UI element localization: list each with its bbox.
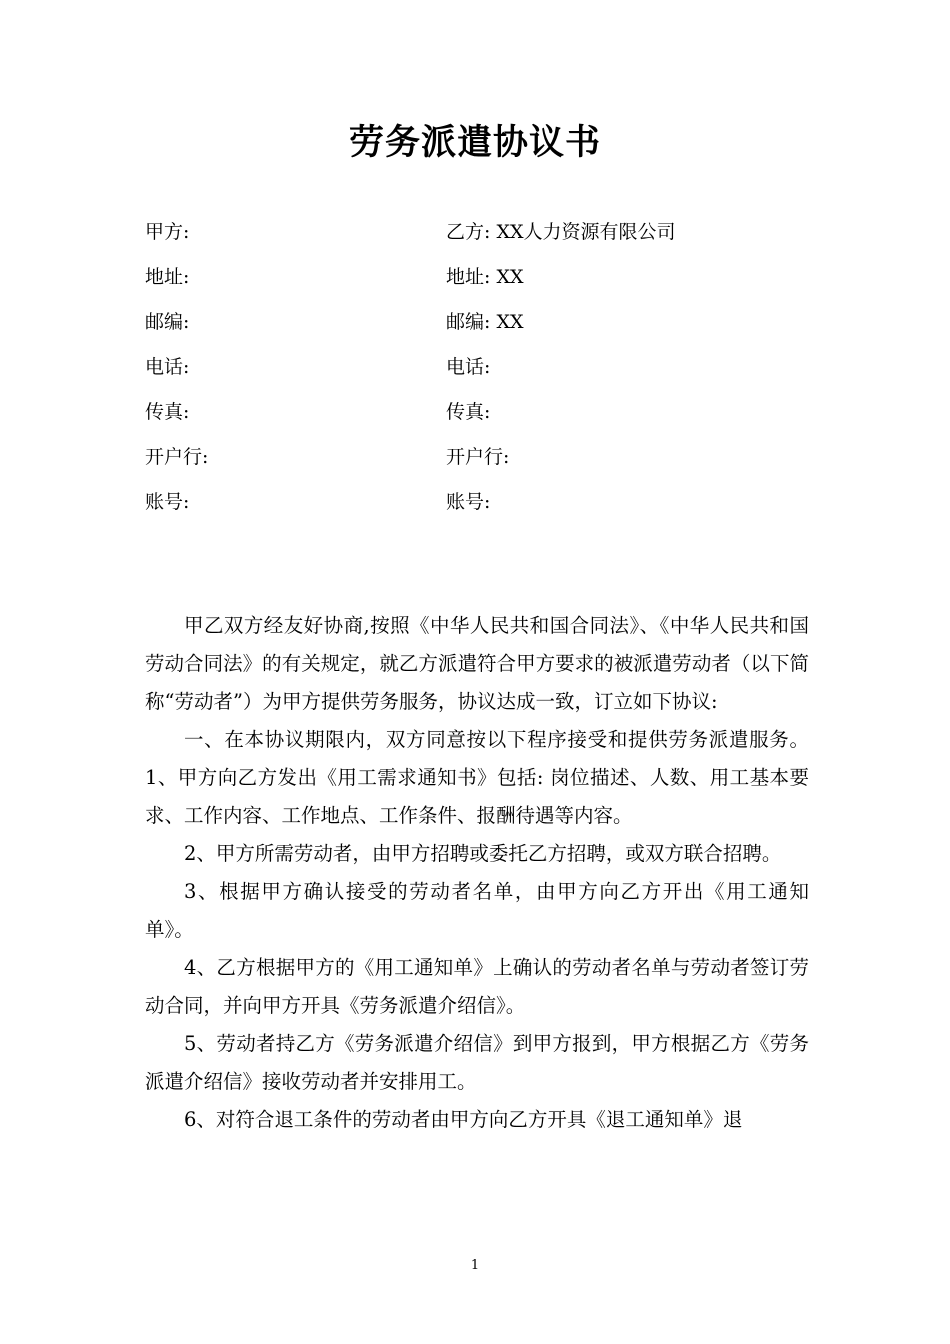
party-a-bank-label: 开户行: — [145, 446, 209, 468]
paragraph-clause-4: 4、乙方根据甲方的《用工通知单》上确认的劳动者名单与劳动者签订劳动合同，并向甲方开具《劳务派遣介绍信》。 — [145, 956, 809, 1017]
party-info-table — [145, 210, 825, 525]
party-row — [145, 390, 825, 435]
party-a-name-label: 甲方: — [145, 221, 190, 243]
party-row — [145, 255, 825, 300]
party-b-postcode-label: 邮编: XX — [446, 311, 524, 333]
party-row — [145, 480, 825, 525]
paragraph-clause-5: 5、劳动者持乙方《劳务派遣介绍信》到甲方报到，甲方根据乙方《劳务派遣介绍信》接收劳动者并安排用工。 — [145, 1032, 809, 1093]
page-number: 1 — [470, 1258, 480, 1273]
party-b-fax-label: 传真: — [446, 401, 491, 423]
party-a-fax-label: 传真: — [145, 401, 190, 423]
party-a-phone-label: 电话: — [145, 356, 190, 378]
party-b-bank-label: 开户行: — [446, 446, 510, 468]
paragraph-clause-6: 6、对符合退工条件的劳动者由甲方向乙方开具《退工通知单》退 — [184, 1108, 743, 1131]
party-b-name-label: 乙方: XX人力资源有限公司 — [446, 221, 676, 243]
party-row — [145, 300, 825, 345]
agreement-body — [145, 607, 809, 1139]
party-a-account-label: 账号: — [145, 491, 190, 513]
party-b-account-label: 账号: — [446, 491, 491, 513]
paragraph-clause-1: 一、在本协议期限内，双方同意按以下程序接受和提供劳务派遣服务。1、甲方向乙方发出《用工需求通知书》包括: 岗位描述、人数、用工基本要求、工作内容、工作地点、工作条件、报酬待遇等内容。 — [145, 728, 809, 827]
paragraph-preamble: 甲乙双方经友好协商,按照《中华人民共和国合同法》、《中华人民共和国劳动合同法》的有关规定，就乙方派遣符合甲方要求的被派遣劳动者（以下简称“劳动者”）为甲方提供劳务服务，协议达成一致，订立如下协议: — [145, 614, 809, 713]
party-a-postcode-label: 邮编: — [145, 311, 190, 333]
party-b-address-label: 地址: XX — [446, 266, 524, 288]
party-a-address-label: 地址: — [145, 266, 190, 288]
party-row — [145, 345, 825, 390]
party-row — [145, 435, 825, 480]
paragraph-clause-2: 2、甲方所需劳动者，由甲方招聘或委托乙方招聘，或双方联合招聘。 — [184, 842, 782, 865]
document-title: 劳务派遣协议书 — [348, 123, 601, 163]
party-b-phone-label: 电话: — [446, 356, 491, 378]
party-row — [145, 210, 825, 255]
paragraph-clause-3: 3、根据甲方确认接受的劳动者名单，由甲方向乙方开出《用工通知单》。 — [145, 880, 809, 941]
